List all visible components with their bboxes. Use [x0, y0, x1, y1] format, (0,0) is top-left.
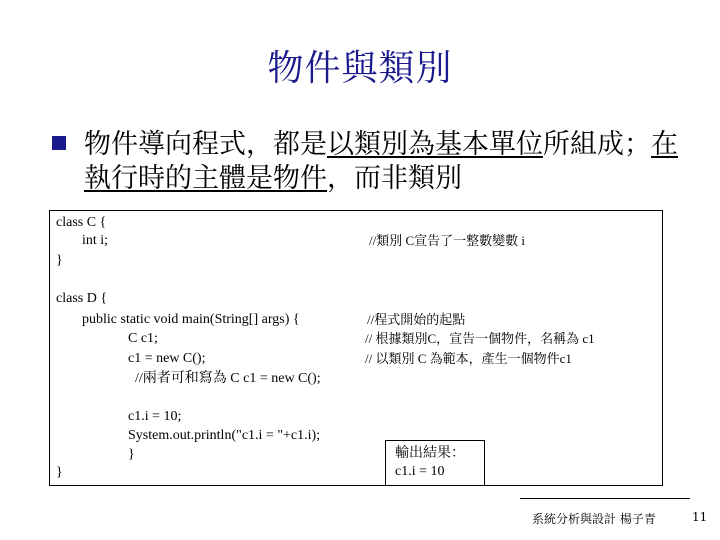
code-line: } [56, 465, 63, 480]
code-line: } [56, 253, 63, 268]
output-value: c1.i = 10 [395, 464, 445, 479]
code-line: class C { [56, 215, 107, 230]
bullet-underlined-phrase: 以類別為基本單位 [327, 129, 543, 160]
bullet-text-part: ，而非類別 [327, 163, 462, 194]
bullet-text-part: 所組成； [543, 129, 651, 160]
code-line: } [128, 447, 135, 462]
output-label: 輸出結果： [395, 446, 465, 461]
code-line: C c1; [128, 331, 158, 346]
code-line: //兩者可和寫為 C c1 = new C(); [135, 371, 321, 386]
code-comment: // 根據類別C，宣告一個物件，名稱為 c1 [365, 331, 595, 346]
code-line: c1.i = 10; [128, 409, 182, 424]
code-line: int i; [82, 233, 109, 248]
bullet-underlined-phrase: 在執行時的主體是物件 [84, 129, 678, 194]
code-line: class D { [56, 291, 108, 306]
code-comment: // 以類別 C 為範本，產生一個物件c1 [365, 351, 572, 366]
code-comment: //類別 C宣告了一整數變數 i [369, 233, 526, 248]
output-box [385, 440, 485, 486]
code-line: c1 = new C(); [128, 351, 206, 366]
code-comment: //程式開始的起點 [367, 312, 466, 327]
slide-title: 物件與類別 [267, 48, 453, 89]
code-line: public static void main(String[] args) { [82, 312, 300, 327]
square-bullet-icon [52, 136, 66, 150]
page-number: 11 [692, 510, 708, 524]
bullet-text [84, 128, 694, 196]
bullet-text-part: 物件導向程式，都是 [84, 129, 327, 160]
footer-divider [520, 498, 690, 499]
footer-credit: 系統分析與設計 楊子青 [532, 512, 656, 526]
code-block [49, 210, 663, 486]
code-line: System.out.println("c1.i = "+c1.i); [128, 428, 321, 443]
